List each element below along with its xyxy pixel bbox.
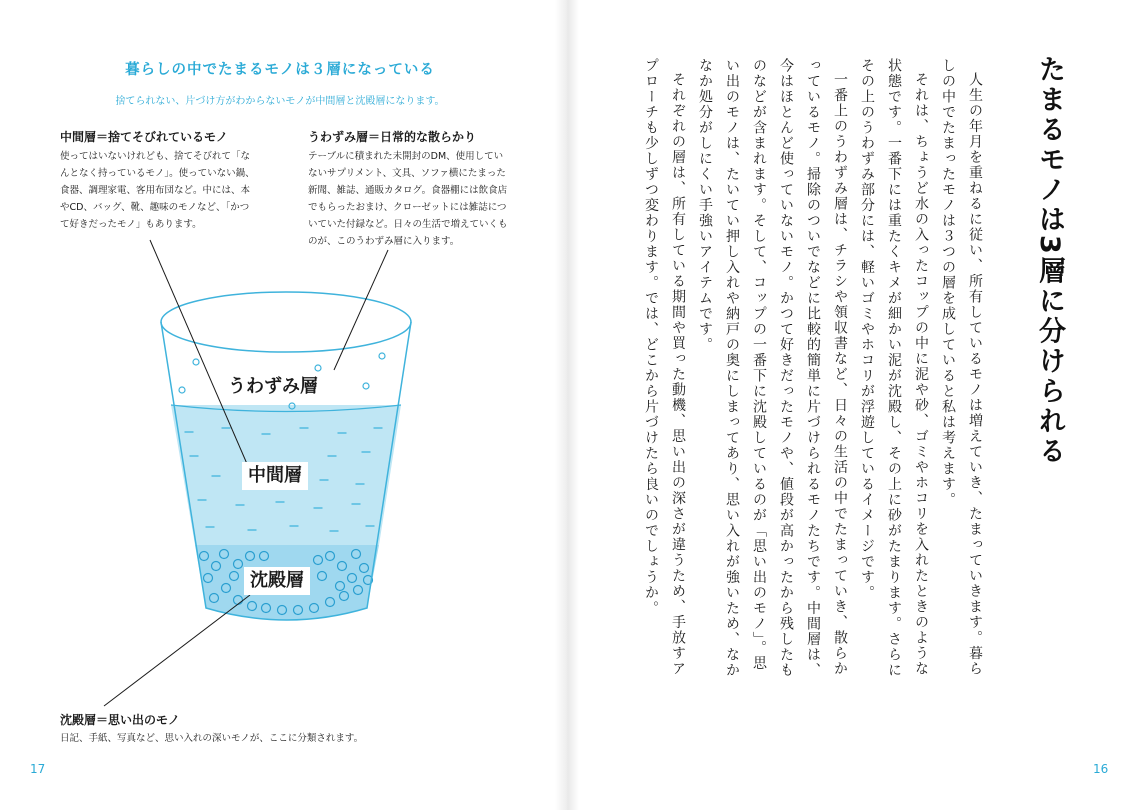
article-paragraph: それは、ちょうど水の入ったコップの中に泥や砂、ゴミやホコリを入れたときのような状態です。一番下には重たくキメが細かい泥が沈殿し、その上に砂がたまります。さらにその上のうわずみ部分には、軽いゴミやホコリが浮遊しているイメージです。 — [859, 58, 929, 678]
callout-middle-heading: 中間層＝捨てそびれているモノ — [60, 130, 228, 144]
callout-bottom-heading: 沈殿層＝思い出のモノ — [60, 713, 180, 727]
callout-top-heading: うわずみ層＝日常的な散らかり — [308, 130, 477, 144]
article-paragraph: それぞれの層は、所有している期間や買った動機、思い出の深さが違うため、手放すアプローチも少しずつ変わります。では、どこから片づけたら良いのでしょうか。 — [643, 58, 686, 677]
glass-illustration — [0, 0, 560, 810]
layer-label-bottom: 沈殿層 — [244, 567, 310, 595]
layer-label-middle: 中間層 — [242, 462, 308, 490]
layer-label-top: うわずみ層 — [228, 376, 318, 397]
article-paragraph: 一番上のうわずみ層は、チラシや領収書など、日々の生活の中でたまっていき、散らかっているモノ。掃除のついでなどに比較的簡単に片づけられるモノたちです。中間層は、今はほとんど使っていないモノ。かつて好きだったモノや、値段が高かったから残したものなどが含まれます。そして、コップの一番下に沈殿しているのが「思い出のモノ」。思い出のモノは、たいてい押し入れや納戸の奥にしまってあり、思い入れが強いため、なかなか処分がしにくい手強いアイテムです。 — [697, 58, 848, 678]
article-body — [643, 58, 988, 678]
glass-rim — [161, 292, 411, 352]
callout-top-body: テーブルに積まれた未開封のDM、使用していないサプリメント、文具、ソファ横にたまった新聞、雑誌、通販カタログ。食器棚には飲食店でもらったおまけ、クローゼットには雑誌についていた付録など。日々の生活で増えていくものが、このうわずみ層に入ります。 — [308, 151, 508, 247]
page-number-left: 17 — [30, 762, 46, 776]
callout-middle-body: 使ってはいないけれども、捨てそびれて「なんとなく持っているモノ」。使っていない鍋、食器、調理家電、客用布団など。中には、本やCD、バッグ、靴、趣味のモノなど、「かつて好きだったモノ」もあります。 — [60, 151, 255, 230]
figure-title: 暮らしの中でたまるモノは３層になっている — [125, 62, 435, 78]
figure-subtitle: 捨てられない、片づけ方がわからないモノが中間層と沈殿層になります。 — [115, 96, 445, 107]
article-title: たまるモノは3層に分けられる — [1034, 55, 1065, 467]
article-paragraph: 人生の年月を重ねるに従い、所有しているモノは増えていき、たまっていきます。暮らしの中でたまったモノは３つの層を成していると私は考えます。 — [940, 58, 983, 677]
callout-bottom-body: 日記、手紙、写真など、思い入れの深いモノが、ここに分類されます。 — [60, 733, 364, 744]
page-number-right: 16 — [1093, 762, 1109, 776]
